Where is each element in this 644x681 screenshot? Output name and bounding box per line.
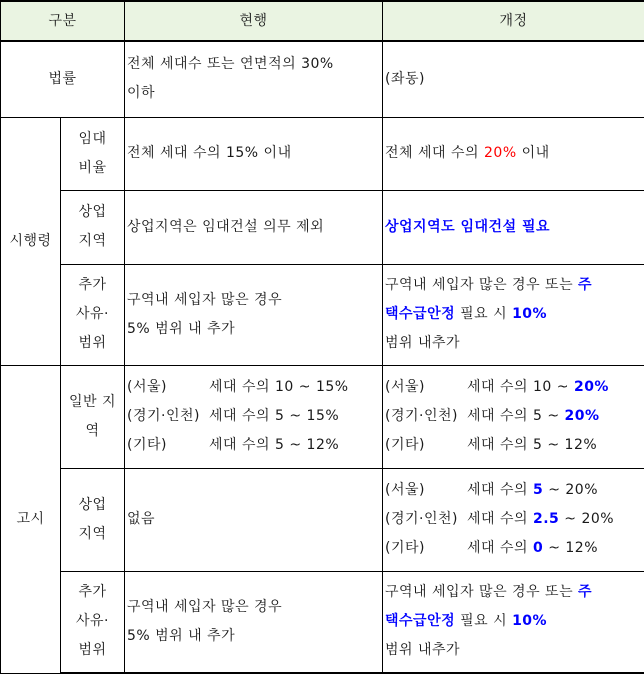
sub-label-line: 지역 xyxy=(78,525,107,542)
law-current-line2: 이하 xyxy=(127,85,156,102)
sub-label-line: 사유· xyxy=(76,613,109,630)
region-label: (경기·인천) xyxy=(127,408,200,424)
notice-commercial-row xyxy=(1,468,644,571)
text-segment: 세대 수의 5 ~ xyxy=(467,408,565,424)
text-line xyxy=(127,402,380,431)
text-line xyxy=(385,402,642,431)
region-label: (기타) xyxy=(385,540,425,556)
text-segment: 이내 xyxy=(516,145,550,161)
highlight-value: 2.5 xyxy=(533,511,560,527)
text-line xyxy=(385,505,642,534)
notice-extra-current xyxy=(125,571,383,673)
decree-ratio-revised xyxy=(383,117,644,190)
text-line xyxy=(385,578,642,607)
sub-label-line: 임대 xyxy=(78,130,107,147)
region-label: (경기·인천) xyxy=(385,511,458,527)
text-line: 구역내 세입자 많은 경우 xyxy=(127,598,283,615)
highlight-value: 주 xyxy=(578,277,593,293)
sub-label-line: 범위 xyxy=(78,335,107,351)
text-line xyxy=(385,271,642,300)
notice-extra-sub xyxy=(61,571,125,673)
text-segment: ~ 20% xyxy=(559,511,615,527)
sub-label-line: 역 xyxy=(85,422,100,439)
notice-commercial-current: 없음 xyxy=(125,468,383,571)
highlight-value: 10% xyxy=(512,613,548,630)
notice-extra-row xyxy=(1,571,644,673)
notice-general-revised xyxy=(383,365,644,468)
highlight-value: 택수급안정 xyxy=(385,306,456,322)
decree-ratio-current: 전체 세대 수의 15% 이내 xyxy=(125,117,383,190)
text-segment: 구역내 세입자 많은 경우 또는 xyxy=(385,277,579,293)
notice-commercial-revised xyxy=(383,468,644,571)
text-segment: 세대 수의 xyxy=(467,540,533,556)
text-line: 범위 내추가 xyxy=(385,642,461,659)
text-line: 5% 범위 내 추가 xyxy=(127,320,236,337)
highlight-value: 20% xyxy=(564,408,600,424)
decree-commercial-row xyxy=(1,190,644,264)
sub-label-line: 지역 xyxy=(78,233,107,249)
highlight-value: 주 xyxy=(578,584,593,601)
text-line xyxy=(385,476,642,505)
region-label: (기타) xyxy=(127,437,167,453)
text-segment: 세대 수의 5 ~ 12% xyxy=(209,437,340,453)
text-segment: ~ 12% xyxy=(543,540,598,556)
decree-extra-revised xyxy=(383,264,644,365)
text-segment: 세대 수의 10 ~ 15% xyxy=(209,379,349,395)
text-segment: 구역내 세입자 많은 경우 또는 xyxy=(385,584,579,601)
text-segment: 전체 세대 수의 xyxy=(385,145,484,161)
highlight-value: 택수급안정 xyxy=(385,613,456,630)
text-line: 5% 범위 내 추가 xyxy=(127,627,236,644)
text-segment: 필요 시 xyxy=(455,613,513,630)
law-revised: (좌동) xyxy=(383,41,644,117)
text-line xyxy=(385,431,642,460)
text-line xyxy=(127,373,380,402)
region-label: (서울) xyxy=(385,482,425,498)
region-label: (서울) xyxy=(127,379,167,395)
header-category: 구분 xyxy=(1,1,125,41)
decree-commercial-revised: 상업지역도 임대건설 필요 xyxy=(383,190,644,264)
decree-extra-current xyxy=(125,264,383,365)
sub-label-line: 상업 xyxy=(78,496,107,513)
highlight-value: 0 xyxy=(533,540,544,556)
text-segment: 세대 수의 xyxy=(467,511,533,527)
decree-commercial-sub xyxy=(61,190,125,264)
law-label: 법률 xyxy=(1,41,125,117)
text-line xyxy=(385,534,642,563)
decree-ratio-row xyxy=(1,117,644,190)
text-line xyxy=(385,373,642,402)
region-label: (경기·인천) xyxy=(385,408,458,424)
notice-general-sub xyxy=(61,365,125,468)
text-line xyxy=(385,300,642,329)
decree-extra-row xyxy=(1,264,644,365)
region-label: (서울) xyxy=(385,379,425,395)
notice-commercial-sub xyxy=(61,468,125,571)
text-segment: 필요 시 xyxy=(455,306,513,322)
text-segment: 세대 수의 10 ~ xyxy=(467,379,574,395)
notice-label: 고시 xyxy=(1,365,61,673)
decree-extra-sub xyxy=(61,264,125,365)
sub-label-line: 비율 xyxy=(78,159,107,176)
highlight-value: 10% xyxy=(512,306,548,322)
sub-label-line: 일반 지 xyxy=(68,393,117,410)
sub-label-line: 상업 xyxy=(78,204,107,220)
notice-extra-revised xyxy=(383,571,644,673)
text-segment: 세대 수의 5 ~ 12% xyxy=(467,437,598,453)
region-label: (기타) xyxy=(385,437,425,453)
text-segment: 세대 수의 xyxy=(467,482,533,498)
sub-label-line: 추가 xyxy=(78,277,107,293)
text-line xyxy=(385,607,642,636)
highlight-value: 20% xyxy=(484,145,517,161)
sub-label-line: 사유· xyxy=(76,306,109,322)
text-segment: ~ 20% xyxy=(543,482,598,498)
sub-label-line: 범위 xyxy=(78,642,107,659)
notice-general-row xyxy=(1,365,644,468)
header-row xyxy=(1,1,644,41)
decree-commercial-current: 상업지역은 임대건설 의무 제외 xyxy=(125,190,383,264)
sub-label-line: 추가 xyxy=(78,584,107,601)
notice-general-current xyxy=(125,365,383,468)
header-revised: 개정 xyxy=(383,1,644,41)
text-line: 구역내 세입자 많은 경우 xyxy=(127,291,283,308)
header-current: 현행 xyxy=(125,1,383,41)
decree-label: 시행령 xyxy=(1,117,61,365)
highlight-value: 5 xyxy=(533,482,544,498)
text-line: 범위 내추가 xyxy=(385,335,461,351)
law-current xyxy=(125,41,383,117)
law-row xyxy=(1,41,644,117)
text-segment: 세대 수의 5 ~ 15% xyxy=(209,408,340,424)
law-current-line1: 전체 세대수 또는 연면적의 30% xyxy=(127,56,334,73)
text-line xyxy=(127,431,380,460)
decree-ratio-sub xyxy=(61,117,125,190)
highlight-value: 20% xyxy=(573,379,609,395)
